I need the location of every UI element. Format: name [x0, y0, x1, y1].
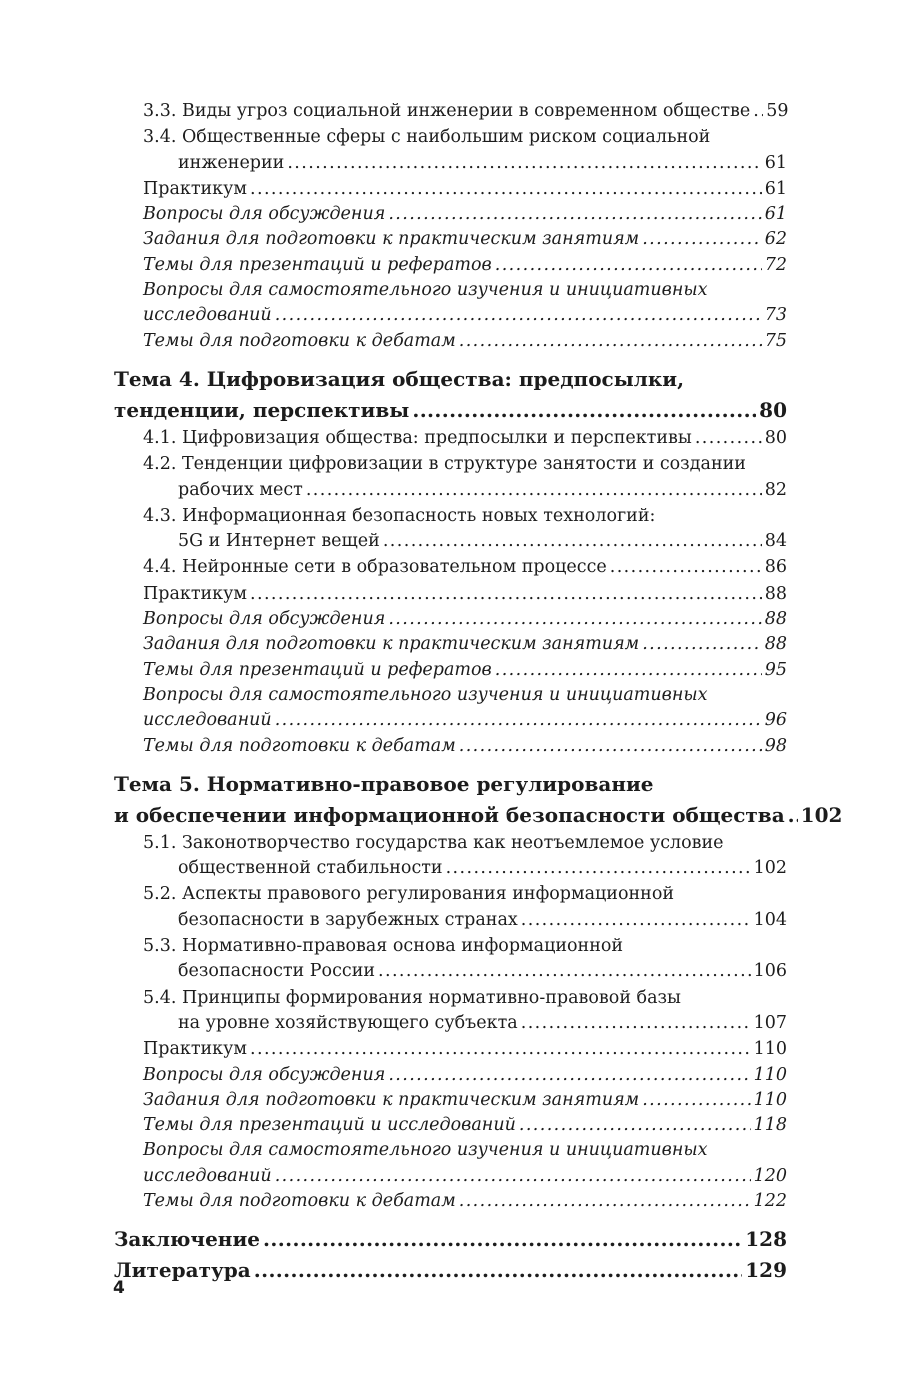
dot-leader: [287, 151, 761, 176]
dot-leader: [412, 395, 756, 426]
toc-entry-debates-5[interactable]: [143, 1189, 787, 1214]
toc-page-number: 96: [764, 710, 787, 731]
toc-entry-practicum-5[interactable]: [143, 1037, 787, 1062]
toc-entry-title: безопасности России: [178, 961, 376, 982]
toc-entry-5-2-line1[interactable]: 5.2. Аспекты правового регулирования информационной: [143, 884, 675, 905]
toc-page-number: 84: [764, 531, 787, 552]
toc-page-number: 61: [764, 178, 787, 199]
dot-leader: [250, 582, 762, 607]
toc-entry-title: 3.3. Виды угроз социальной инженерии в современном обществе: [143, 101, 751, 121]
toc-entry-5-3[interactable]: [178, 959, 787, 984]
toc-page-number: 110: [753, 1064, 787, 1085]
toc-entry-title: исследований: [143, 1165, 272, 1186]
toc-entry-4-2[interactable]: [178, 478, 787, 503]
dot-leader: [642, 632, 762, 657]
dot-leader: [275, 708, 762, 733]
toc-page-number: 88: [764, 609, 787, 630]
toc-page-number: 72: [764, 254, 787, 275]
toc-page-number: 98: [764, 735, 787, 756]
toc-entry-title: безопасности в зарубежных странах: [178, 909, 518, 930]
toc-entry-3-3[interactable]: [143, 99, 787, 124]
dot-leader: [388, 1063, 750, 1088]
toc-entry-practicum-3[interactable]: [143, 177, 787, 202]
toc-page-number: 75: [764, 330, 787, 351]
toc-entry-title: тенденции, перспективы: [114, 397, 410, 422]
toc-page-number: 110: [753, 1089, 787, 1110]
toc-topic-4[interactable]: [114, 395, 787, 426]
toc-topic-4-line1[interactable]: Тема 4. Цифровизация общества: предпосылки,: [114, 366, 685, 391]
toc-page-number: 118: [753, 1115, 787, 1136]
dot-leader: [254, 1255, 743, 1286]
dot-leader: [495, 658, 762, 683]
dot-leader: [610, 555, 762, 580]
toc-page-number: 104: [753, 909, 787, 930]
dot-leader: [275, 303, 762, 328]
toc-entry-4-3[interactable]: [178, 529, 787, 554]
dot-leader: [521, 908, 751, 933]
toc-entry-3-4[interactable]: [178, 151, 787, 176]
toc-entry-title: 4.4. Нейронные сети в образовательном процессе: [143, 557, 607, 578]
toc-entry-selfstudy-5[interactable]: [143, 1164, 787, 1189]
toc-page-number: 88: [764, 583, 787, 604]
toc-entry-title: Темы для презентаций и исследований: [143, 1115, 516, 1136]
toc-entry-title: Литература: [114, 1258, 251, 1283]
toc-entry-5-3-line1[interactable]: 5.3. Нормативно-правовая основа информационной: [143, 936, 624, 957]
toc-entry-title: Заключение: [114, 1227, 260, 1252]
dot-leader: [521, 1011, 751, 1036]
table-of-contents: [114, 99, 843, 1286]
toc-entry-debates-4[interactable]: [143, 734, 787, 759]
dot-leader: [388, 202, 761, 227]
toc-entry-title: рабочих мест: [178, 479, 303, 500]
toc-entry-title: Задания для подготовки к практическим занятиям: [143, 229, 640, 250]
toc-page-number: 82: [764, 479, 787, 500]
dot-leader: [388, 607, 761, 632]
toc-page-number: 73: [764, 305, 787, 326]
toc-page-number: 86: [764, 557, 787, 578]
toc-literature[interactable]: [114, 1255, 787, 1286]
toc-entry-selfstudy-3-line1[interactable]: Вопросы для самостоятельного изучения и инициативных: [143, 280, 708, 301]
dot-leader: [788, 800, 798, 831]
toc-entry-questions-3[interactable]: [143, 202, 787, 227]
toc-entry-5-2[interactable]: [178, 908, 787, 933]
toc-page-number: 120: [753, 1165, 787, 1186]
dot-leader: [642, 227, 762, 252]
toc-page-number: 122: [753, 1190, 787, 1211]
toc-page-number: 59: [766, 101, 789, 121]
toc-entry-questions-5[interactable]: [143, 1063, 787, 1088]
toc-entry-title: Вопросы для обсуждения: [143, 1064, 386, 1085]
dot-leader: [695, 426, 762, 451]
toc-entry-title: 4.1. Цифровизация общества: предпосылки и перспективы: [143, 427, 692, 448]
toc-entry-title: общественной стабильности: [178, 858, 443, 879]
toc-entry-title: Темы для презентаций и рефератов: [143, 659, 492, 680]
toc-page-number: 80: [764, 427, 787, 448]
dot-leader: [378, 959, 751, 984]
dot-leader: [753, 99, 763, 124]
toc-page-number: 95: [764, 659, 787, 680]
dot-leader: [459, 1189, 751, 1214]
toc-entry-title: Практикум: [143, 583, 248, 604]
toc-entry-tasks-5[interactable]: [143, 1088, 787, 1113]
dot-leader: [459, 734, 762, 759]
toc-entry-5-4[interactable]: [178, 1011, 787, 1036]
dot-leader: [250, 1037, 751, 1062]
toc-page-number: 102: [753, 858, 787, 879]
toc-entry-4-1[interactable]: [143, 426, 787, 451]
toc-entry-selfstudy-3[interactable]: [143, 303, 787, 328]
dot-leader: [459, 329, 762, 354]
dot-leader: [275, 1164, 751, 1189]
toc-page-number: 129: [745, 1258, 787, 1283]
toc-entry-title: Практикум: [143, 178, 248, 199]
toc-page-number: 80: [759, 397, 787, 422]
toc-entry-questions-4[interactable]: [143, 607, 787, 632]
toc-entry-presentations-4[interactable]: [143, 658, 787, 683]
toc-entry-selfstudy-4[interactable]: [143, 708, 787, 733]
toc-entry-title: инженерии: [178, 152, 285, 173]
toc-entry-selfstudy-5-line1[interactable]: Вопросы для самостоятельного изучения и инициативных: [143, 1140, 708, 1161]
dot-leader: [642, 1088, 750, 1113]
toc-entry-title: Вопросы для обсуждения: [143, 204, 386, 225]
toc-page-number: 62: [764, 229, 787, 250]
toc-entry-4-3-line1[interactable]: 4.3. Информационная безопасность новых технологий:: [143, 505, 656, 526]
dot-leader: [383, 529, 762, 554]
toc-entry-title: Вопросы для обсуждения: [143, 609, 386, 630]
toc-entry-title: 5G и Интернет вещей: [178, 531, 380, 552]
toc-topic-5[interactable]: [114, 800, 843, 831]
toc-page-number: 110: [753, 1039, 787, 1060]
toc-entry-title: Темы для подготовки к дебатам: [143, 735, 456, 756]
toc-page-number: 106: [753, 961, 787, 982]
toc-page-number: 61: [764, 152, 787, 173]
toc-entry-presentations-3[interactable]: [143, 253, 787, 278]
toc-entry-4-4[interactable]: [143, 555, 787, 580]
toc-entry-tasks-3[interactable]: [143, 227, 787, 252]
toc-conclusion[interactable]: [114, 1224, 787, 1255]
toc-entry-5-1[interactable]: [178, 856, 787, 881]
toc-entry-title: Темы для подготовки к дебатам: [143, 1190, 456, 1211]
toc-entry-3-4-line1[interactable]: 3.4. Общественные сферы с наибольшим риском социальной: [143, 127, 711, 148]
toc-entry-title: и обеспечении информационной безопасности общества: [114, 802, 785, 827]
toc-entry-title: Темы для презентаций и рефератов: [143, 254, 492, 275]
toc-entry-practicum-4[interactable]: [143, 582, 787, 607]
toc-entry-tasks-4[interactable]: [143, 632, 787, 657]
toc-entry-debates-3[interactable]: [143, 329, 787, 354]
toc-page-number: 128: [745, 1227, 787, 1252]
dot-leader: [446, 856, 751, 881]
toc-entry-5-1-line1[interactable]: 5.1. Законотворчество государства как неотъемлемое условие: [143, 832, 724, 853]
dot-leader: [263, 1224, 742, 1255]
dot-leader: [519, 1113, 751, 1138]
toc-page-number: 102: [800, 802, 843, 827]
page-number: 4: [113, 1278, 125, 1298]
toc-entry-title: Задания для подготовки к практическим занятиям: [143, 634, 640, 655]
dot-leader: [495, 253, 762, 278]
toc-entry-title: исследований: [143, 710, 272, 731]
dot-leader: [250, 177, 762, 202]
toc-topic-5-line1[interactable]: Тема 5. Нормативно-правовое регулирование: [114, 771, 654, 796]
toc-entry-5-4-line1[interactable]: 5.4. Принципы формирования нормативно-правовой базы: [143, 987, 681, 1008]
toc-entry-selfstudy-4-line1[interactable]: Вопросы для самостоятельного изучения и инициативных: [143, 684, 708, 705]
toc-entry-title: исследований: [143, 305, 272, 326]
toc-entry-title: Практикум: [143, 1039, 248, 1060]
toc-entry-title: Задания для подготовки к практическим занятиям: [143, 1089, 640, 1110]
toc-page-number: 107: [753, 1012, 787, 1033]
toc-entry-title: на уровне хозяйствующего субъекта: [178, 1012, 518, 1033]
dot-leader: [306, 478, 762, 503]
toc-page-number: 61: [764, 204, 787, 225]
toc-entry-4-2-line1[interactable]: 4.2. Тенденции цифровизации в структуре занятости и создании: [143, 454, 746, 475]
toc-page-number: 88: [764, 634, 787, 655]
toc-entry-presentations-5[interactable]: [143, 1113, 787, 1138]
toc-entry-title: Темы для подготовки к дебатам: [143, 330, 456, 351]
